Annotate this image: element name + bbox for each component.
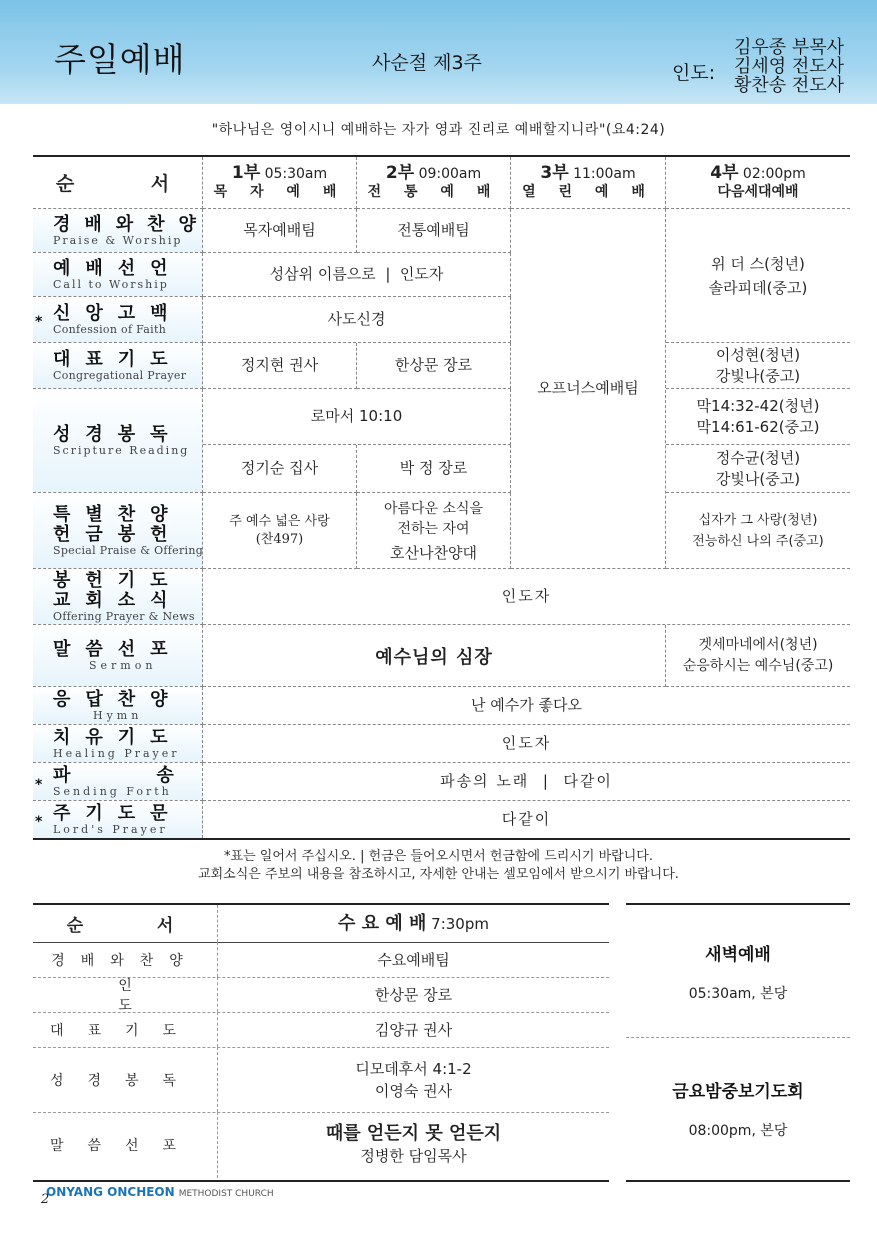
service3-team: 오프너스예배팀 (511, 209, 666, 569)
wednesday-row: 대표기도 김양규 권사 (33, 1012, 609, 1048)
row-creed-name: 신앙고백 Confession of Faith (33, 297, 203, 343)
page-title: 주일예배 (54, 40, 186, 79)
hymn-all: 난 예수가 좋다오 (203, 687, 850, 725)
leader-name: 김세영 전도사 (733, 56, 844, 77)
header-banner (0, 0, 877, 104)
season-label: 사순절 제3주 (372, 52, 482, 74)
service-header-1: 1부 05:30am 목 자 예 배 (203, 157, 357, 209)
service-header-3: 3부 11:00am 열 린 예 배 (511, 157, 666, 209)
row-prayer-name: 대표기도 Congregational Prayer (33, 343, 203, 389)
row-praise-name: 경배와찬양 Praise & Worship (33, 209, 203, 253)
page-number: 2 (41, 1192, 50, 1207)
special-s4: 십자가 그 사랑(청년) 전능하신 나의 주(중고) (666, 493, 850, 569)
stand-marker: * (35, 814, 43, 830)
sending-all: 파송의 노래 | 다같이 (203, 763, 850, 801)
creed-s12: 사도신경 (203, 297, 511, 343)
special-s1: 주 예수 넓은 사랑 (찬497) (203, 493, 357, 569)
row-hymn-name: 응답찬양 Hymn (33, 687, 203, 725)
wednesday-order-header: 순 서 (33, 905, 218, 942)
prayer-s2: 한상문 장로 (357, 343, 511, 389)
wednesday-row: 성경봉독 디모데후서 4:1-2 이영숙 권사 (33, 1047, 609, 1113)
scripture-s4: 막14:32-42(청년) 막14:61-62(중고) (666, 389, 850, 445)
wednesday-row: 말씀선포 때를 얻든지 못 얻든지 정병한 담임목사 (33, 1112, 609, 1178)
sermon-title: 예수님의 심장 (203, 625, 666, 687)
row-lords-name: 주기도문 Lord's Prayer (33, 801, 203, 838)
offering-all: 인도자 (203, 569, 850, 625)
praise-s1: 목자예배팀 (203, 209, 357, 253)
service-header-2: 2부 09:00am 전 통 예 배 (357, 157, 511, 209)
scripture-verse: "하나님은 영이시니 예배하는 자가 영과 진리로 예배할지니라"(요4:24) (211, 122, 666, 138)
row-healing-name: 치유기도 Healing Prayer (33, 725, 203, 763)
stand-marker: * (35, 777, 43, 793)
notice-line: 교회소식은 주보의 내용을 참조하시고, 자세한 안내는 셀모임에서 받으시기 바랍니다. (198, 867, 679, 882)
prayer-s4: 이성현(청년) 강빛나(중고) (666, 343, 850, 389)
notice-line: *표는 일어서 주십시오. | 헌금은 들어오시면서 헌금함에 드리시기 바랍니다. (224, 849, 653, 864)
friday-prayer: 금요밤중보기도회 08:00pm, 본당 (672, 1081, 804, 1139)
special-s2: 아름다운 소식을 전하는 자여 호산나찬양대 (357, 493, 511, 569)
scripture-s12: 로마서 10:10 (203, 389, 511, 445)
row-sending-name: 파송 Sending Forth (33, 763, 203, 801)
row-offering-name: 봉헌기도 교회소식 Offering Prayer & News (33, 569, 203, 625)
row-sermon-name: 말씀선포 Sermon (33, 625, 203, 687)
dawn-service: 새벽예배 05:30am, 본당 (626, 905, 850, 1038)
other-services-panel (626, 903, 850, 1182)
scripture-reader-s2: 박 정 장로 (357, 445, 511, 493)
leader-name: 황찬송 전도사 (733, 75, 844, 96)
scripture-reader-s4: 정수균(청년) 강빛나(중고) (666, 445, 850, 493)
healing-all: 인도자 (203, 725, 850, 763)
wednesday-header-row (33, 905, 609, 943)
stand-marker: * (35, 314, 43, 330)
leader-name: 김우종 부목사 (733, 37, 844, 58)
wednesday-row: 인도 한상문 장로 (33, 977, 609, 1013)
lords-all: 다같이 (501, 810, 552, 828)
wednesday-row: 경배와찬양 수요예배팀 (33, 942, 609, 978)
wednesday-title: 수 요 예 배 7:30pm (338, 912, 489, 934)
row-special-name: 특별찬양 헌금봉헌 Special Praise & Offering (33, 493, 203, 569)
praise-call-s4: 위 더 스(청년) 솔라피데(중고) (666, 209, 850, 343)
prayer-s1: 정지현 권사 (203, 343, 357, 389)
church-logo: ONYANG ONCHEON METHODIST CHURCH (46, 1185, 274, 1199)
row-scripture-name: 성경봉독 Scripture Reading (33, 389, 203, 493)
row-call-name: 예배선언 Call to Worship (33, 253, 203, 297)
sermon-s4: 겟세마네에서(청년) 순응하시는 예수님(중고) (666, 625, 850, 687)
leaders-list (724, 38, 844, 95)
praise-s2: 전통예배팀 (357, 209, 511, 253)
leaders-label: 인도: (672, 62, 716, 84)
wednesday-order-table (33, 903, 609, 1182)
service-header-4: 4부 02:00pm 다음세대예배 (666, 157, 850, 209)
order-header: 순 서 (33, 157, 203, 209)
scripture-reader-s1: 정기순 집사 (203, 445, 357, 493)
sunday-order-table (33, 155, 850, 840)
call-s12: 성삼위 이름으로 | 인도자 (203, 253, 511, 297)
